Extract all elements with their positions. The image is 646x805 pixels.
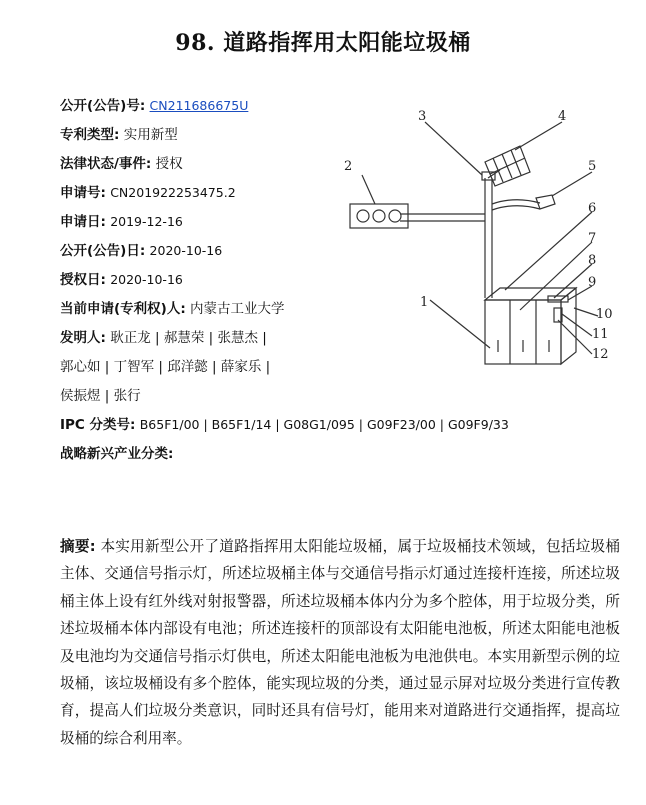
- inventors-line-2: 郭心如 | 丁智军 | 邱洋懿 | 薛家乐 |: [60, 359, 271, 375]
- strategic-label: 战略新兴产业分类:: [60, 446, 174, 462]
- fig-label-10: 10: [596, 307, 613, 322]
- leader-line-8: [554, 264, 592, 298]
- applicant-value: 内蒙古工业大学: [190, 301, 285, 317]
- page-title: 98. 道路指挥用太阳能垃圾桶: [175, 30, 471, 56]
- leader-line-4: [515, 122, 562, 150]
- signal-light-box: [350, 204, 408, 228]
- inventors-label: 发明人:: [60, 330, 106, 346]
- inventors-line-1: 耿正龙 | 郝慧荣 | 张慧杰 |: [110, 330, 267, 346]
- bin-body: [485, 300, 561, 364]
- app-date-label: 申请日:: [60, 214, 106, 230]
- abstract-label: 摘要:: [60, 538, 96, 555]
- inventors-line-3: 侯振煜 | 张行: [60, 388, 141, 404]
- fig-label-8: 8: [588, 253, 597, 268]
- patent-type-label: 专利类型:: [60, 127, 120, 143]
- grant-date-label: 授权日:: [60, 272, 106, 288]
- fig-label-1: 1: [420, 295, 429, 310]
- fig-label-9: 9: [588, 275, 597, 290]
- fig-label-7: 7: [588, 231, 597, 246]
- legal-status-value: 授权: [155, 156, 183, 172]
- strategic-row: [60, 443, 400, 472]
- ipc-label: IPC 分类号:: [60, 417, 136, 433]
- grant-date-value: 2020-10-16: [110, 272, 183, 287]
- patent-drawing: [330, 100, 630, 380]
- legal-status-label: 法律状态/事件:: [60, 156, 152, 172]
- leader-line-5: [552, 172, 592, 196]
- pub-no-link[interactable]: CN211686675U: [149, 98, 249, 113]
- fig-label-11: 11: [592, 327, 609, 342]
- ipc-row: [60, 414, 509, 443]
- fig-label-12: 12: [592, 347, 609, 362]
- fig-label-6: 6: [588, 201, 597, 216]
- lamp-arm: [492, 200, 540, 204]
- abstract-text: 本实用新型公开了道路指挥用太阳能垃圾桶，属于垃圾桶技术领域，包括垃圾桶主体、交通信号指示灯，所述垃圾桶主体与交通信号指示灯通过连接杆连接，所述垃圾桶主体上设有红外线对射报警器，所述垃圾桶本体内分为多个腔体，用于垃圾分类，所述垃圾桶本体内部设有电池；所述连接杆的顶部设有太阳能电池板，所述太阳能电池板及电池均为交通信号指示灯供电，所述太阳能电池板为电池供电。本实用新型示例的垃圾桶，该垃圾桶设有多个腔体，能实现垃圾的分类，通过显示屏对垃圾分类进行宣传教育，提高人们垃圾分类意识，同时还具有信号灯，能用来对道路进行交通指挥，提高垃圾桶的综合利用率。: [60, 538, 620, 747]
- inventors-row-3: [60, 385, 400, 414]
- fig-label-3: 3: [418, 109, 427, 124]
- signal-lamp: [357, 210, 369, 222]
- leader-line-1: [430, 300, 490, 348]
- leader-line-12: [558, 320, 592, 354]
- signal-lamp: [389, 210, 401, 222]
- app-date-value: 2019-12-16: [110, 214, 183, 229]
- lamp-arm: [492, 206, 540, 210]
- signal-lamp: [373, 210, 385, 222]
- fig-label-4: 4: [558, 109, 567, 124]
- patent-type-value: 实用新型: [123, 127, 178, 143]
- leader-line-11: [562, 314, 592, 336]
- leader-line-2: [362, 175, 375, 204]
- leader-line-10: [574, 308, 598, 316]
- app-no-label: 申请号:: [60, 185, 106, 201]
- lamp-head: [536, 195, 555, 209]
- pub-date-label: 公开(公告)日:: [60, 243, 146, 259]
- abstract-paragraph: [60, 533, 620, 752]
- fig-label-5: 5: [588, 159, 597, 174]
- app-no-value: CN201922253475.2: [110, 185, 236, 200]
- leader-line-6: [505, 212, 592, 290]
- pub-date-value: 2020-10-16: [149, 243, 223, 258]
- leader-line-3: [425, 122, 482, 175]
- ipc-value: B65F1/00 | B65F1/14 | G08G1/095 | G09F23/00 | G09F9/33: [139, 417, 509, 432]
- pub-no-label: 公开(公告)号:: [60, 98, 146, 114]
- fig-label-2: 2: [344, 159, 353, 174]
- applicant-label: 当前申请(专利权)人:: [60, 301, 186, 317]
